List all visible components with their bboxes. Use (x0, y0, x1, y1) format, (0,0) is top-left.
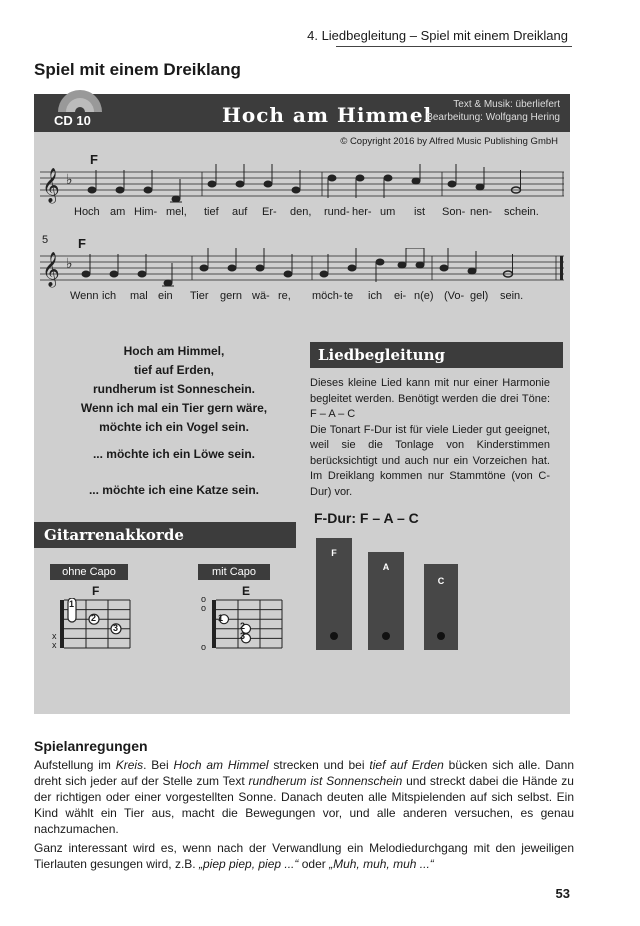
lyric-syllable: n(e) (414, 290, 434, 302)
poem-line: tief auf Erden, (133, 363, 214, 377)
finger-number: 1 (69, 599, 75, 609)
lyric-syllable: ich (102, 290, 117, 302)
section-title: Spiel mit einem Dreiklang (34, 60, 241, 79)
guitar-chords-heading: Gitarrenakkorde (34, 522, 296, 548)
finger-number: 3 (240, 631, 246, 641)
poem-variant-2: ... möchte ich eine Katze sein. (88, 483, 260, 497)
chord-name-e: E (242, 584, 251, 598)
lyric-syllable: te (344, 290, 354, 302)
liedbegleitung-heading: Liedbegleitung (310, 342, 563, 368)
text-run: bücken sich alle. Dann dreht sich jeder auf der Stelle zum Text (34, 758, 574, 788)
text-run-italic: „piep piep, piep ...“ (198, 857, 299, 871)
lyric-syllable: am (110, 206, 126, 218)
credit-text-music: Text & Musik: überliefert (453, 99, 560, 110)
lyric-syllable: ich (368, 290, 383, 302)
text-run-italic: tief auf Erden (369, 758, 444, 772)
lyric-syllable: mel, (166, 206, 187, 218)
lyric-syllable: Tier (190, 290, 209, 302)
lyric-syllable: Wenn (70, 290, 99, 302)
measure-number: 5 (42, 234, 49, 246)
without-capo-label: ohne Capo (50, 564, 128, 580)
song-credits (426, 98, 560, 124)
lyric-syllable: schein. (504, 206, 539, 218)
liedbegleitung-paragraph-1: Dieses kleine Lied kann mit nur einer Harmonie begleitet werden. Benötigt werden die drei Töne: F – A – C (310, 377, 550, 420)
lyric-syllable: (Vo- (444, 290, 465, 302)
lyric-syllable: Er- (262, 206, 277, 218)
poem-stanza (34, 342, 314, 437)
poem-variant-1: ... möchte ich ein Löwe sein. (92, 447, 256, 461)
lyric-syllable: ein (158, 290, 173, 302)
song-panel (34, 94, 570, 714)
bar-label: C (437, 576, 445, 586)
text-run: und streckt dabei die Hände zu der richtigen oder einer vorgestellten Sonne. Danach deuten alle Mitspielenden auf sich selbst. Ein Kind wählt ein Tier aus, macht die Bewegungen vor, und alle anderen versuchen, es genau nachzumachen. (34, 774, 574, 836)
poem-line: möchte ich ein Vogel sein. (99, 420, 249, 434)
copyright-notice: © Copyright 2016 by Alfred Music Publishing GmbH (340, 136, 558, 147)
lyric-syllable: gel) (470, 290, 489, 302)
flat-sign-icon: ♭ (66, 256, 73, 272)
lyric-syllable: gern (220, 290, 243, 302)
page-number: 53 (555, 886, 570, 901)
lyric-syllable: nen- (470, 206, 493, 218)
header-rule (336, 46, 572, 47)
bar-a (368, 552, 404, 650)
text-run: . Bei (143, 758, 174, 772)
lyric-syllable: mal (130, 290, 148, 302)
spielanregungen-paragraph-2 (34, 840, 574, 872)
text-run: Aufstellung im (34, 758, 116, 772)
finger-number: 2 (91, 613, 97, 623)
lyric-syllable: Hoch (74, 206, 100, 218)
lyric-syllable: ist (414, 206, 425, 218)
lyric-syllable: Son- (442, 206, 466, 218)
lyric-syllable: ei- (394, 290, 407, 302)
music-staff-line2 (40, 248, 564, 288)
liedbegleitung-text (310, 376, 550, 500)
bar-dot (382, 632, 390, 640)
lyric-syllable: re, (278, 290, 291, 302)
bar-label: F (331, 548, 337, 558)
text-run: Ganz interessant wird es, wenn nach der Verwandlung ein Melodiedurchgang mit den jeweiligen Tierlauten gesungen wird, z.B. (34, 841, 574, 871)
finger-number: 2 (240, 621, 246, 631)
credit-arrangement: Bearbeitung: Wolfgang Hering (426, 112, 560, 123)
song-title-bar (34, 94, 570, 132)
lyric-syllable: auf (232, 206, 248, 218)
text-run-italic: Kreis (115, 758, 144, 772)
spielanregungen-text (34, 757, 574, 872)
treble-clef-icon: 𝄞 (42, 252, 60, 287)
muted-string-icon: x (52, 640, 57, 650)
muted-string-icon: x (52, 631, 57, 641)
lyric-syllable: den, (290, 206, 312, 218)
lyric-syllable: um (380, 206, 396, 218)
text-run-italic: „Muh, muh, muh ...“ (329, 857, 434, 871)
finger-number: 1 (218, 613, 224, 623)
chord-name-f: F (92, 584, 100, 598)
with-capo-label: mit Capo (198, 564, 270, 580)
lyric-syllable: her- (352, 206, 372, 218)
spielanregungen-heading: Spielanregungen (34, 738, 148, 754)
poem-line: rundherum ist Sonneschein. (92, 382, 256, 396)
treble-clef-icon: 𝄞 (42, 168, 60, 203)
text-run: strecken und bei (268, 758, 370, 772)
open-string-icon: o (201, 594, 207, 604)
finger-number: 3 (113, 623, 119, 633)
bar-dot (330, 632, 338, 640)
lyric-syllable: rund- (324, 206, 350, 218)
lyric-syllable: Him- (134, 206, 158, 218)
text-run-italic: Hoch am Himmel (173, 758, 269, 772)
spielanregungen-paragraph-1 (34, 757, 574, 837)
open-string-icon: o (201, 642, 207, 652)
chord-symbol-line1: F (90, 152, 98, 167)
lyric-syllable: sein. (500, 290, 524, 302)
text-run-italic: rundherum ist Sonnenschein (248, 774, 403, 788)
bar-f (316, 538, 352, 650)
running-title: 4. Liedbegleitung – Spiel mit einem Dreiklang (307, 28, 568, 43)
chord-diagram-f (50, 598, 132, 650)
text-run: oder (298, 857, 330, 871)
music-staff-line1 (40, 164, 564, 204)
bar-dot (437, 632, 445, 640)
chord-formula: F-Dur: F – A – C (314, 510, 419, 526)
liedbegleitung-paragraph-2: Die Tonart F-Dur ist für viele Lieder gut geeignet, weil sie die Tonlage von Kinderstimmen berücksichtigt und auch nur ein Vorzeichen hat. Im Dreiklang kommen nur Stammtöne (von C-Dur) vor. (310, 423, 550, 498)
flat-sign-icon: ♭ (66, 172, 73, 188)
open-string-icon: o (201, 603, 207, 613)
cd-track-label: CD 10 (54, 113, 91, 128)
cd-disc-icon (56, 88, 104, 112)
lyric-syllable: möch- (312, 290, 343, 302)
poem-line: Hoch am Himmel, (123, 344, 225, 358)
chord-symbol-line2: F (78, 236, 86, 251)
poem-line: Wenn ich mal ein Tier gern wäre, (80, 401, 268, 415)
bar-label: A (382, 562, 390, 572)
bar-c (424, 564, 458, 650)
lyric-syllable: wä- (252, 290, 270, 302)
song-title: Hoch am Himmel (222, 103, 433, 127)
lyric-syllable: tief (204, 206, 219, 218)
